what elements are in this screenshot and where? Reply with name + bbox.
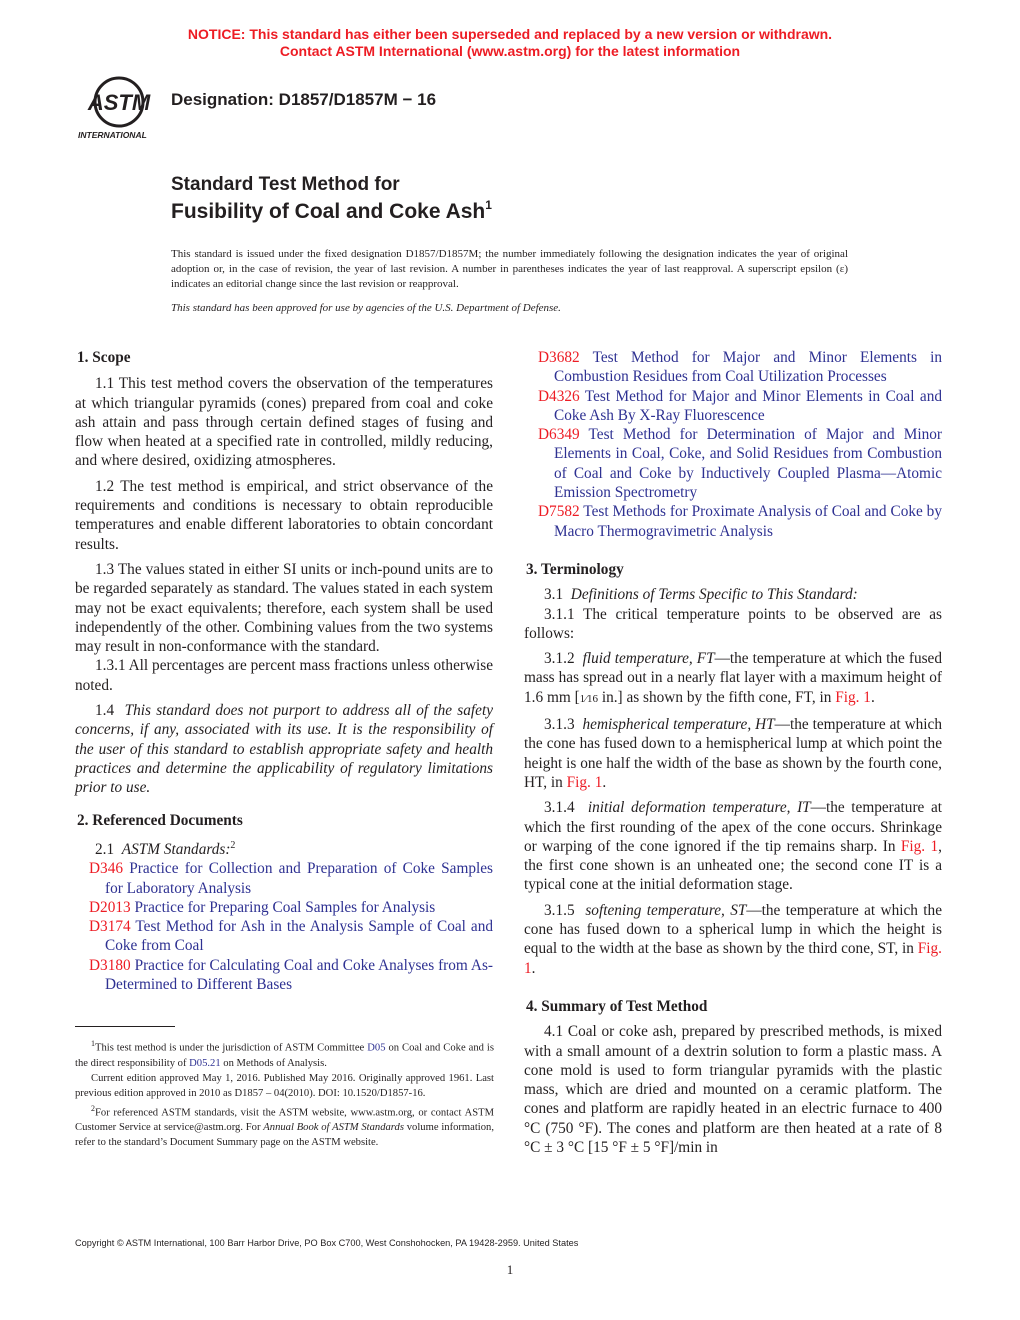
scope-1-4-num: 1.4 <box>95 702 115 720</box>
title-line-2 <box>171 198 492 224</box>
term-end: . <box>870 688 875 706</box>
terminology-heading: 3. Terminology <box>526 560 624 578</box>
refdocs-sub-label: ASTM Standards: <box>121 840 231 858</box>
ref-item[interactable] <box>524 425 942 502</box>
right-column <box>524 348 942 1157</box>
footnote-1-a: This test method is under the jurisdiction of ASTM Committee <box>95 1042 368 1054</box>
summary-4-1: 4.1 Coal or coke ash, prepared by prescribed methods, is mixed with a small amount of a dextrin solution to form a plastic mass. A cone mold is used to form triangular pyramids with the plastic mass, which are dried and mounted on a ceramic platform. The cones and platform are rapidly heated in an electric furnace to 400 °C (750 °F). The cones and platform are then heated at a rate of 8 °C ± 3 °C [15 °F ± 5 °F]/min in <box>524 1023 942 1156</box>
term-3-1-4 <box>524 798 942 894</box>
term-3-1-1: 3.1.1 The critical temperature points to be observed are as follows: <box>524 605 942 642</box>
title-line-1: Standard Test Method for <box>171 174 400 195</box>
term-3-1-2 <box>524 649 942 709</box>
scope-1-1: 1.1 This test method covers the observation of the temperatures at which triangular pyramids (cones) prepared from coal and coke ash attain and pass through certain defined stages of fusing and flow when heated at a specified rate in controlled, mildly reducing, and where desired, oxidizing atmospheres. <box>75 375 493 470</box>
footnote-2-mark: 2 <box>91 1103 95 1113</box>
ref-title[interactable]: Test Method for Ash in the Analysis Sample of Coal and Coke from Coal <box>105 918 493 955</box>
scope-1-4 <box>75 701 493 797</box>
term-3-1 <box>524 585 942 604</box>
term-text: —the temperature at which the fused mass has spread out in a nearly flat layer with a maximum height of 1.6 mm [ <box>524 650 942 706</box>
approved-note: This standard has been approved for use by agencies of the U.S. Department of Defense. <box>171 302 561 314</box>
ref-code[interactable]: D7582 <box>538 503 580 521</box>
scope-heading: 1. Scope <box>77 349 131 366</box>
scope-1-2: 1.2 The test method is empirical, and strict observance of the requirements and conditions is necessary to obtain reproducible temperatures and enable different laboratories to obtain concordant results. <box>75 477 493 553</box>
term-fraction: 1⁄16 <box>579 692 599 705</box>
scope-1-4-text: This standard does not purport to address all of the safety concerns, if any, associated with its use. It is the responsibility of the user of this standard to establish appropriate safety and health practices and determine the applicability of regulatory limitations prior to use. <box>75 702 493 797</box>
term-text: , the first cone shown is an unheated one; the second cone IT is a typical cone at the initial deformation stage. <box>524 837 942 894</box>
term-num: 3.1.3 <box>544 716 575 734</box>
term-name: fluid temperature, FT <box>582 650 715 668</box>
fig-1-link[interactable]: Fig. 1 <box>900 837 939 855</box>
scope-1-3-1: 1.3.1 All percentages are percent mass fractions unless otherwise noted. <box>75 657 493 694</box>
ref-code[interactable]: D3174 <box>89 918 131 936</box>
issued-note: This standard is issued under the fixed designation D1857/D1857M; the number immediately following the designation indicates the year of original adoption or, in the case of revision, the year of last revision. A number in parentheses indicates the year of last reapproval. A superscript epsilon (ε) indicates an editorial change since the last revision or reapproval. <box>171 248 848 290</box>
footnote-1-edition: Current edition approved May 1, 2016. Published May 2016. Originally approved 1961. Last previous edition approved in 2010 as D1857 – 04(2010). DOI: 10.1520/D1857-16. <box>75 1072 494 1099</box>
page-number: 1 <box>506 1262 514 1277</box>
term-num: 3.1.2 <box>544 650 575 668</box>
ref-title[interactable]: Practice for Calculating Coal and Coke Analyses from As-Determined to Different Bases <box>105 956 493 993</box>
ref-title[interactable]: Test Methods for Proximate Analysis of Coal and Coke by Macro Thermogravimetric Analysis <box>554 503 942 540</box>
footnotes <box>75 1036 494 1150</box>
subcommittee-link[interactable]: D05.21 <box>189 1057 221 1069</box>
ref-title[interactable]: Practice for Collection and Preparation of Coke Samples for Laboratory Analysis <box>105 860 493 897</box>
term-text: —the temperature at which the cone has fused down to a hemispherical lump at which point the height is one half the width of the base as shown by the fourth cone, HT, in <box>524 716 942 791</box>
refdocs-sub-mark: 2 <box>230 839 236 851</box>
footnote-2-b: volume information, refer to the standard’s Document Summary page on the ASTM website. <box>75 1122 494 1149</box>
fig-1-link[interactable]: Fig. 1 <box>524 940 942 977</box>
ref-code[interactable]: D4326 <box>538 387 580 405</box>
ref-title[interactable]: Practice for Preparing Coal Samples for Analysis <box>134 898 436 916</box>
footnote-1-b: on Coal and Coke and is the direct responsibility of <box>75 1042 494 1069</box>
term-3-1-3 <box>524 715 942 792</box>
svg-text:ASTM: ASTM <box>87 90 151 115</box>
ref-item[interactable] <box>75 898 493 917</box>
ref-code[interactable]: D3180 <box>89 956 131 974</box>
term-3-1-5 <box>524 901 942 978</box>
fig-1-link[interactable]: Fig. 1 <box>566 773 603 791</box>
ref-item[interactable] <box>524 387 942 426</box>
term-text: in.] as shown by the fifth cone, FT, in <box>598 688 836 706</box>
term-3-1-num: 3.1 <box>544 586 564 604</box>
ref-code[interactable]: D346 <box>89 860 123 878</box>
refdocs-heading: 2. Referenced Documents <box>77 811 243 829</box>
summary-heading: 4. Summary of Test Method <box>526 997 708 1015</box>
ref-title[interactable]: Test Method for Major and Minor Elements in Coal and Coke Ash By X-Ray Fluorescence <box>554 387 942 424</box>
refdocs-sub <box>75 836 493 859</box>
left-column <box>75 348 493 994</box>
term-num: 3.1.5 <box>544 901 575 919</box>
committee-link[interactable]: D05 <box>367 1042 386 1054</box>
ref-code[interactable]: D3682 <box>538 349 580 366</box>
title-text: Fusibility of Coal and Coke Ash <box>171 200 486 223</box>
designation: Designation: D1857/D1857M − 16 <box>171 90 437 109</box>
refdocs-sub-num: 2.1 <box>95 840 115 858</box>
footnote-2 <box>75 1101 494 1151</box>
ref-item[interactable] <box>75 917 493 956</box>
notice-line-1: NOTICE: This standard has either been superseded and replaced by a new version or withdrawn. <box>187 26 833 42</box>
term-text: —the temperature at which the cone has fused down to a spherical lump in which the height is equal to the width at the base as shown by the third cone, ST, in <box>524 901 942 958</box>
ref-item[interactable] <box>524 502 942 541</box>
fig-1-link[interactable]: Fig. 1 <box>835 688 871 706</box>
ref-item[interactable] <box>524 348 942 387</box>
copyright: Copyright © ASTM International, 100 Barr Harbor Drive, PO Box C700, West Conshohocken, PA 19428-2959. United States <box>75 1238 579 1248</box>
title-footnote-mark: 1 <box>485 198 492 212</box>
scope-1-3: 1.3 The values stated in either SI units or inch-pound units are to be regarded separately as standard. The values stated in each system may not be exact equivalents; therefore, each system shall be used independently of the other. Combining values from the two systems may result in non-conformance with the standard. <box>75 560 493 656</box>
ref-title[interactable]: Test Method for Determination of Major and Minor Elements in Coal, Coke, and Solid Residues from Combustion of Coal and Coke by Inductively Coupled Plasma—Atomic Emission Spectrometry <box>554 426 942 502</box>
footnote-2-a: For referenced ASTM standards, visit the ASTM website, www.astm.org, or contact ASTM Customer Service at service@astm.org. For <box>75 1107 494 1134</box>
ref-item[interactable] <box>75 956 493 995</box>
term-name: initial deformation temperature, IT <box>587 799 811 817</box>
notice-line-2: Contact ASTM International (www.astm.org) for the latest information <box>279 43 741 59</box>
footnote-1-c: on Methods of Analysis. <box>220 1057 327 1069</box>
term-name: softening temperature, ST <box>585 901 747 919</box>
term-end: . <box>602 773 607 791</box>
term-name: hemispherical temperature, HT <box>582 716 775 734</box>
ref-code[interactable]: D6349 <box>538 426 580 444</box>
footnote-divider <box>75 1026 175 1027</box>
ref-title[interactable]: Test Method for Major and Minor Elements in Combustion Residues from Coal Utilization Processes <box>554 349 942 386</box>
term-text: —the temperature at which the first rounding of the apex of the cone occurs. Shrinkage or warping of the cone ignored if the tip remains sharp. In <box>524 799 942 855</box>
term-end: . <box>531 959 536 977</box>
footnote-1-mark: 1 <box>91 1039 95 1048</box>
term-3-1-text: Definitions of Terms Specific to This Standard: <box>570 586 858 604</box>
ref-code[interactable]: D2013 <box>89 898 131 916</box>
term-num: 3.1.4 <box>544 799 575 817</box>
footnote-1 <box>75 1036 494 1071</box>
logo-text: INTERNATIONAL <box>78 130 147 140</box>
ref-item[interactable] <box>75 859 493 898</box>
footnote-2-italic: Annual Book of ASTM Standards <box>263 1122 404 1134</box>
